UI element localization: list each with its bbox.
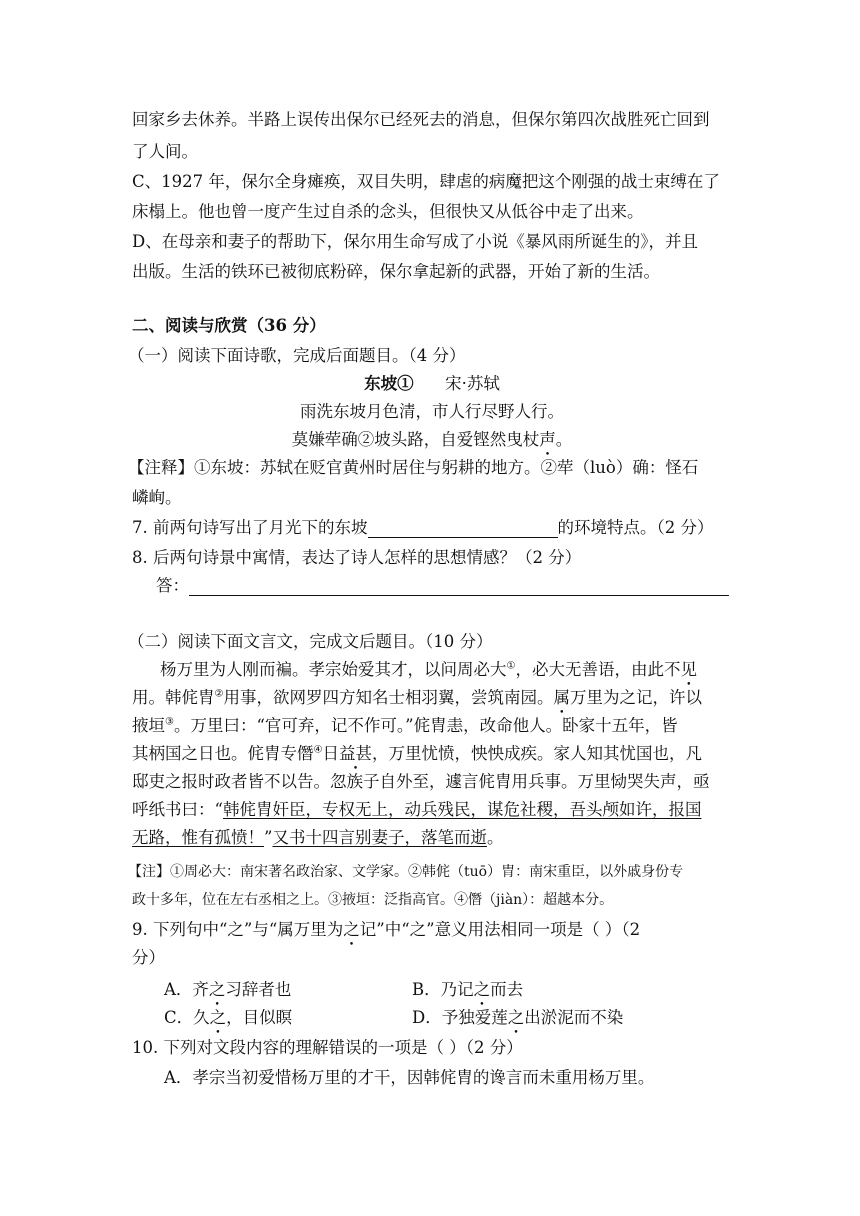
emphasis-char: 属 [553, 688, 570, 707]
passage-line [160, 660, 730, 680]
poem-header [132, 374, 732, 394]
passage-text: 杨万里为人刚而褊。孝宗始爱其才，以问周必大 [160, 660, 507, 679]
question-7 [132, 518, 732, 538]
option-c-line: C、1927 年，保尔全身瘫痪，双目失明，肆虐的病魔把这个刚强的战士束缚在了 [132, 172, 720, 191]
text-line: 回家乡去休养。半路上误传出保尔已经死去的消息，但保尔第四次战胜死亡回到 [132, 110, 710, 129]
option-d-line: D、在母亲和妻子的帮助下，保尔用生命写成了小说《暴风雨所诞生的》，并且 [132, 232, 698, 251]
poem-line-2 [132, 430, 732, 450]
option-text: D．予独爱莲 [412, 1008, 508, 1027]
passage-text: 用。韩侂胄 [132, 688, 215, 707]
passage-line [132, 716, 732, 736]
passage-text: 。万里曰：“官可弃，记不作可。”侂胄恚，改命他人。卧家十五年，皆 [173, 716, 678, 735]
underlined-text: 又书十四言别妻子，落笔而逝 [272, 828, 487, 847]
option-text: 出淤泥而不染 [524, 1008, 624, 1027]
poem-title: 东坡① [364, 374, 414, 393]
option-text: B．乃记 [412, 980, 474, 999]
passage-text: 万里为之记，许以 [569, 688, 702, 707]
passage-line [132, 744, 732, 764]
passage-text: 呼纸书曰：“ [132, 800, 223, 819]
passage-line: 邸吏之报时政者皆不以告。忽族子自外至，遽言侂胄用兵事。万里恸哭失声，亟 [132, 772, 710, 791]
part2-instruction: （二）阅读下面文言文，完成文后题目。（10 分） [128, 632, 493, 651]
emphasis-char: 声 [539, 430, 556, 449]
option-text: ，目似瞑 [226, 1008, 293, 1027]
answer-blank-q7[interactable] [368, 520, 558, 538]
emphasis-char: 益甚 [338, 744, 372, 763]
passage-note: 【注】①周必大：南宋著名政治家、文学家。②韩侂（tuō）胄：南宋重臣，以外戚身份专 [128, 864, 684, 880]
option-text: 而去 [490, 980, 524, 999]
poem-line-2-text: 莫嫌荦确②坡头路，自爱铿然曳杖 [291, 430, 540, 449]
passage-text: ” [264, 828, 273, 847]
passage-line [132, 828, 732, 848]
poem-line-2-end: 。 [555, 430, 573, 449]
answer-blank-q8[interactable] [189, 578, 729, 596]
question-10: 10. 下列对文段内容的理解错误的一项是（ ）（2 分） [132, 1038, 523, 1057]
section-heading: 二、阅读与欣赏（36 分） [132, 316, 326, 335]
passage-line [132, 800, 732, 820]
passage-text: 用事，欲网罗四方知名士相羽翼，尝筑南园。 [223, 688, 554, 707]
question-9-cont: 分） [132, 948, 165, 967]
emphasis-char: 之 [343, 920, 360, 939]
passage-text: ，万里忧愤，怏怏成疾。家人知其忧国也，凡 [371, 744, 702, 763]
underlined-text: 无路，惟有孤愤！ [132, 828, 264, 847]
text-line: 床榻上。他也曾一度产生过自杀的念头，但很快又从低谷中走了出来。 [132, 202, 644, 221]
question-9-text: 9. 下列句中“之”与“属万里为 [132, 920, 344, 939]
footnote-mark: ④ [313, 744, 323, 756]
poem-note: 【注释】①东坡：苏轼在贬官黄州时居住与躬耕的地方。②荦（luò）确：怪石 [128, 458, 699, 477]
passage-text: 其柄国之日也。侂胄专僭 [132, 744, 314, 763]
footnote-mark: ② [214, 688, 224, 700]
passage-text: 掖垣 [132, 716, 165, 735]
poem-author: 宋·苏轼 [445, 374, 500, 393]
passage-note-cont: 政十多年，位在左右丞相之上。③掖垣：泛指高官。④僭（jiàn）：超越本分。 [132, 892, 614, 908]
poem-note-cont: 嶙峋。 [132, 488, 182, 507]
option-text: A．齐 [164, 980, 209, 999]
option-text: 习辞者也 [225, 980, 292, 999]
question-9 [132, 920, 732, 940]
emphasis-char: 之 [473, 980, 491, 999]
text-line: 了人间。 [132, 142, 198, 161]
question-7-tail: 的环境特点。（2 分） [557, 518, 714, 537]
option-text: C．久 [164, 1008, 210, 1027]
text-line: 出版。生活的铁环已被彻底粉碎，保尔拿起新的武器，开始了新的生活。 [132, 262, 660, 281]
answer-line-q8 [156, 576, 756, 596]
answer-label: 答： [156, 576, 189, 595]
emphasis-char: 之 [507, 1008, 525, 1027]
passage-text: ，必大无善语，由此不 [515, 660, 681, 679]
passage-text: 。 [486, 828, 504, 847]
question-7-text: 7. 前两句诗写出了月光下的东坡 [132, 518, 368, 537]
passage-line [132, 688, 732, 708]
emphasis-char: 之 [209, 1008, 227, 1027]
option-d[interactable] [412, 1008, 623, 1028]
footnote-mark: ① [506, 660, 516, 672]
footnote-mark: ③ [165, 716, 174, 728]
part1-instruction: （一）阅读下面诗歌，完成后面题目。（4 分） [128, 346, 466, 365]
passage-text: 日 [322, 744, 339, 763]
option-a[interactable]: A．孝宗当初爱惜杨万里的才干，因韩侂胄的谗言而未重用杨万里。 [164, 1068, 655, 1087]
emphasis-char: 见 [680, 660, 697, 679]
question-9-text: 记”中“之”意义用法相同一项是（ ）（2 [359, 920, 641, 939]
question-8: 8. 后两句诗景中寓情，表达了诗人怎样的思想情感？（2 分） [132, 548, 582, 567]
option-b[interactable] [412, 980, 523, 1000]
underlined-text: 韩侂胄奸臣，专权无上，动兵残民，谋危社稷，吾头颅如许，报国 [222, 800, 702, 819]
poem-line-1: 雨洗东坡月色清，市人行尽野人行。 [300, 402, 564, 421]
emphasis-char: 之 [208, 980, 226, 999]
